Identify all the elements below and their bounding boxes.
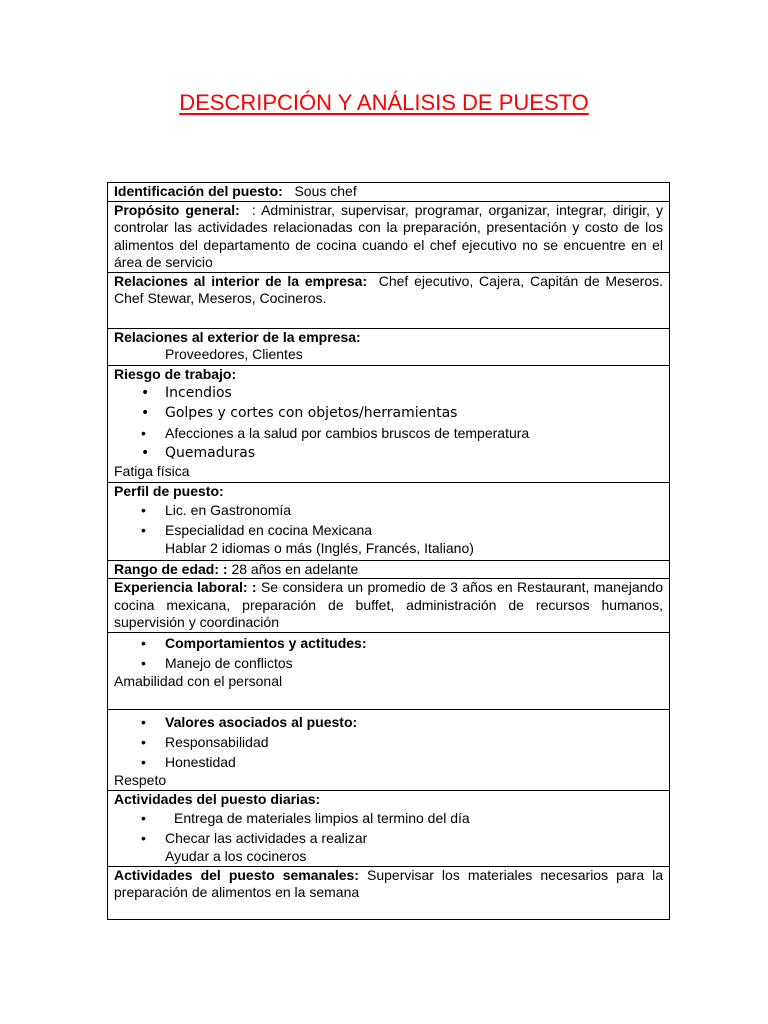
row-actividades-semanales bbox=[108, 866, 670, 919]
valores-item: • Responsabilidad bbox=[114, 732, 663, 752]
row-valores bbox=[108, 709, 670, 790]
valores-item: • Honestidad bbox=[114, 752, 663, 772]
riesgo-item: • Golpes y cortes con objetos/herramientas bbox=[114, 403, 663, 423]
actividades-diarias-item: • Checar las actividades a realizar bbox=[114, 828, 663, 848]
row-rango-edad bbox=[108, 560, 670, 579]
row-relaciones-interior bbox=[108, 272, 670, 328]
relaciones-interior-label: Relaciones al interior de la empresa: bbox=[114, 272, 368, 289]
row-identificacion bbox=[108, 183, 670, 202]
relaciones-exterior-label: Relaciones al exterior de la empresa: bbox=[114, 328, 361, 345]
comportamientos-item: • Manejo de conflictos bbox=[114, 653, 663, 673]
relaciones-interior-value: Chef ejecutivo, Cajera, Capitán de Meseros. Chef Stewar, Meseros, Cocineros. bbox=[114, 272, 663, 306]
actividades-semanales-label: Actividades del puesto semanales: bbox=[114, 866, 359, 883]
perfil-item: • Especialidad en cocina Mexicana bbox=[114, 520, 663, 540]
identificacion-label: Identificación del puesto: bbox=[114, 183, 283, 199]
comportamientos-label: Comportamientos y actitudes: bbox=[165, 634, 367, 651]
row-comportamientos bbox=[108, 632, 670, 709]
rango-edad-label: Rango de edad: : bbox=[114, 560, 228, 577]
experiencia-value: Se considera un promedio de 3 años en Restaurant, manejando cocina mexicana, preparación de buffet, administración de recursos humanos, supervisión y coordinación bbox=[114, 579, 663, 630]
actividades-diarias-item: • Entrega de materiales limpios al termino del día bbox=[114, 808, 663, 828]
perfil-item: • Lic. en Gastronomía bbox=[114, 500, 663, 520]
row-relaciones-exterior bbox=[108, 328, 670, 365]
proposito-value: : Administrar, supervisar, programar, organizar, integrar, dirigir, y controlar las actividades relacionadas con la preparación, presentación y costo de los alimentos del departamento de cocina cuando el chef ejecutivo no se encuentre en el área de servicio bbox=[114, 201, 664, 270]
rango-edad-value: 28 años en adelante bbox=[231, 560, 359, 577]
comportamientos-extra: Amabilidad con el personal bbox=[114, 672, 283, 689]
identificacion-value: Sous chef bbox=[294, 183, 357, 199]
perfil-label: Perfil de puesto: bbox=[114, 482, 224, 499]
valores-extra: Respeto bbox=[114, 771, 167, 788]
riesgo-label: Riesgo de trabajo: bbox=[114, 365, 237, 382]
riesgo-item: • Quemaduras bbox=[114, 443, 663, 463]
row-perfil bbox=[108, 482, 670, 560]
relaciones-exterior-value: Proveedores, Clientes bbox=[165, 346, 303, 362]
perfil-extra: Hablar 2 idiomas o más (Inglés, Francés, Italiano) bbox=[165, 540, 474, 556]
riesgo-item: • Incendios bbox=[114, 383, 663, 403]
actividades-diarias-extra: Ayudar a los cocineros bbox=[165, 848, 307, 864]
riesgo-extra: Fatiga física bbox=[114, 463, 190, 479]
actividades-semanales-value: Supervisar los materiales necesarios para la preparación de alimentos en la semana bbox=[114, 866, 664, 900]
riesgo-item: • Afecciones a la salud por cambios bruscos de temperatura bbox=[114, 423, 663, 443]
row-experiencia bbox=[108, 579, 670, 633]
valores-label: Valores asociados al puesto: bbox=[165, 713, 358, 730]
row-actividades-diarias bbox=[108, 790, 670, 866]
job-description-table bbox=[107, 182, 670, 920]
row-proposito bbox=[108, 201, 670, 272]
proposito-label: Propósito general: bbox=[114, 201, 240, 218]
experiencia-label: Experiencia laboral: : bbox=[114, 579, 257, 595]
page-title: DESCRIPCIÓN Y ANÁLISIS DE PUESTO bbox=[179, 90, 589, 115]
row-riesgo bbox=[108, 365, 670, 482]
actividades-diarias-label: Actividades del puesto diarias: bbox=[114, 790, 321, 807]
